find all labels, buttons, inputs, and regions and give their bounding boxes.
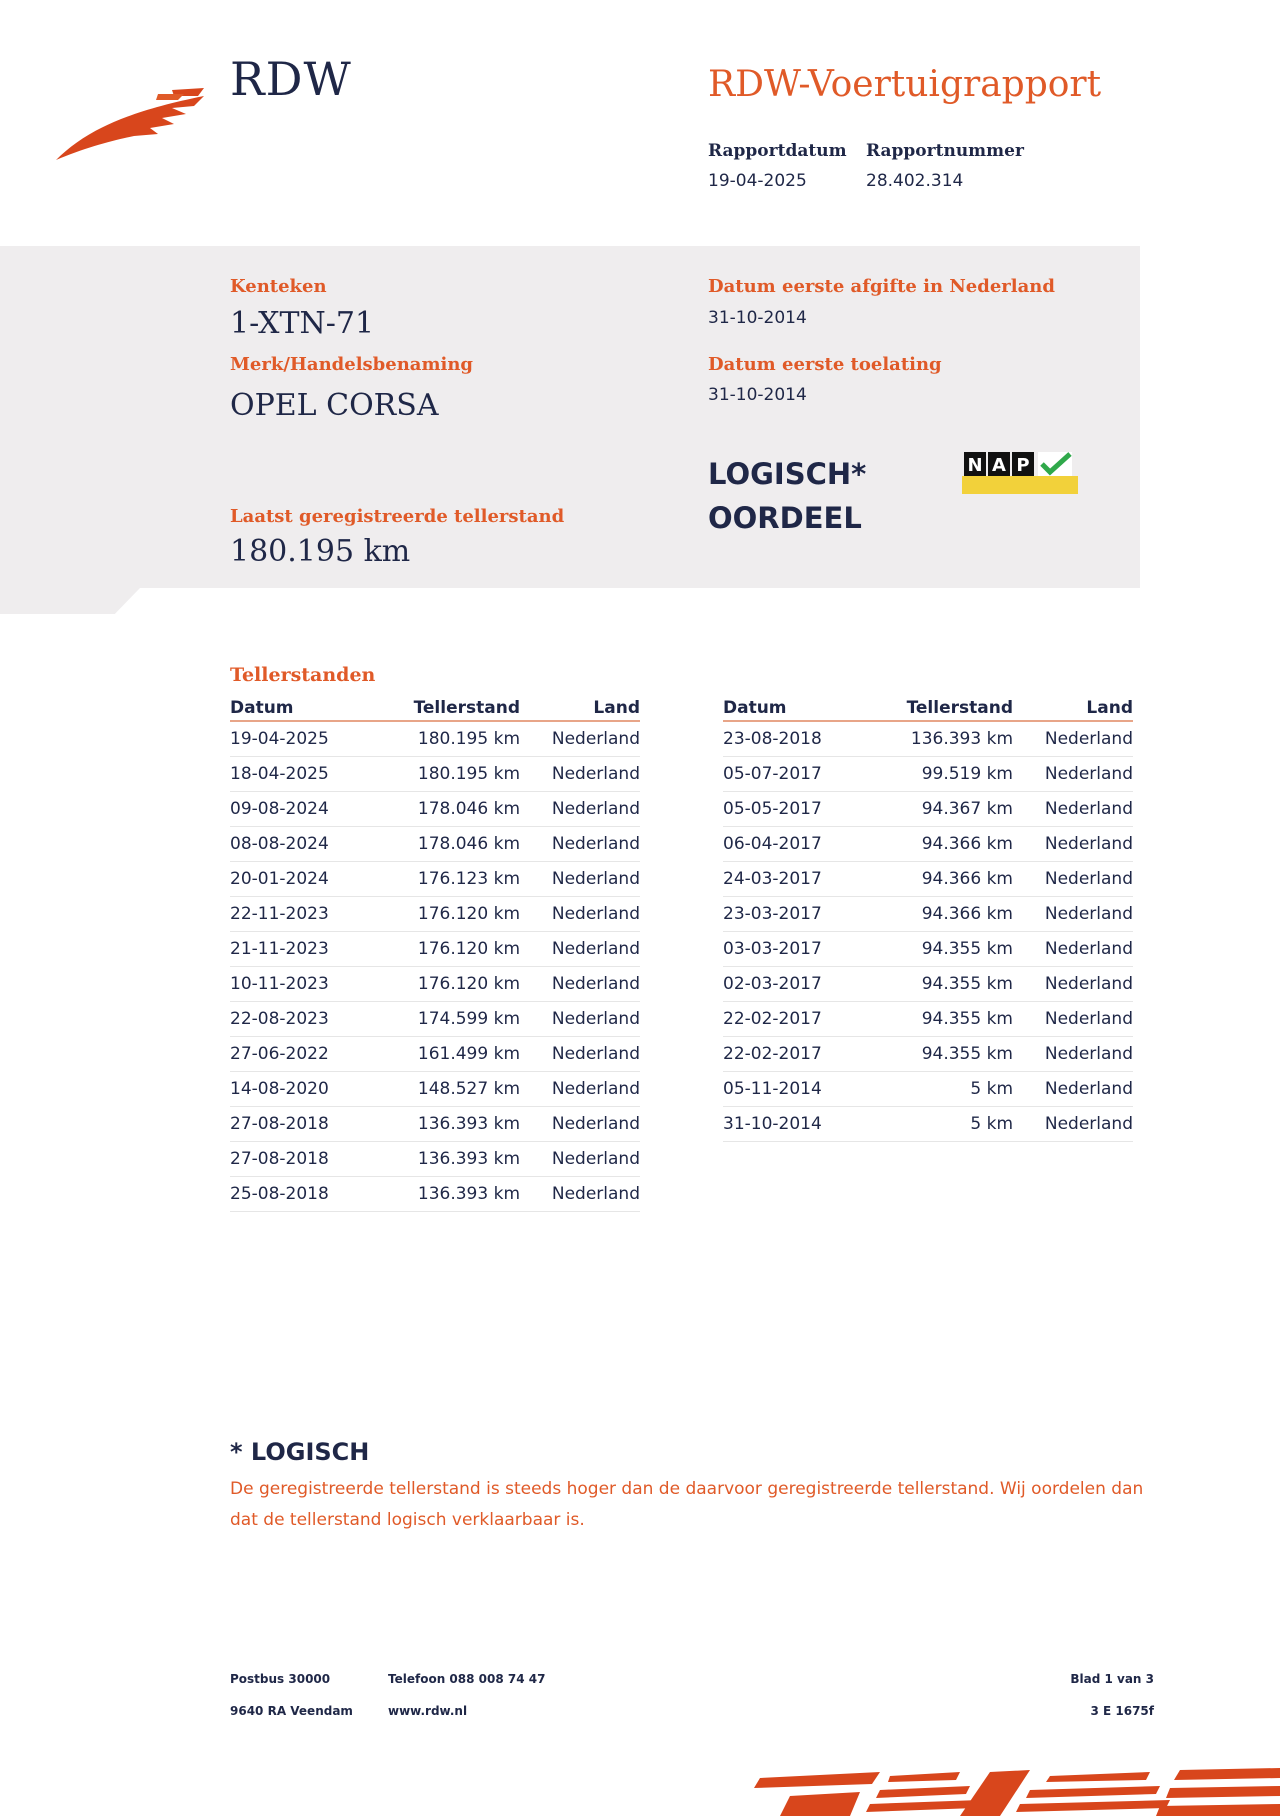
row-country: Nederland [1044,869,1133,889]
footer-address-line-1: Postbus 30000 [230,1672,331,1686]
row-odometer: 176.123 km [417,869,520,889]
table-row [230,967,640,1002]
row-odometer: 178.046 km [417,834,520,854]
table-row [723,1037,1133,1072]
row-date: 20-01-2024 [230,869,329,889]
row-odometer: 161.499 km [417,1044,520,1064]
table-row [723,932,1133,967]
row-country: Nederland [551,799,640,819]
report-number-label: Rapportnummer [866,141,1024,161]
row-odometer: 176.120 km [417,939,520,959]
row-odometer: 136.393 km [417,1114,520,1134]
row-date: 02-03-2017 [723,974,822,994]
table-row [723,1072,1133,1107]
row-date: 05-07-2017 [723,764,822,784]
verdict [708,452,866,540]
nap-letter-n: N [967,455,983,476]
row-odometer: 176.120 km [417,974,520,994]
table-row [723,792,1133,827]
make-model: OPEL CORSA [230,388,439,423]
row-odometer: 94.355 km [921,974,1013,994]
table-row [723,1002,1133,1037]
row-country: Nederland [551,1149,640,1169]
note-title: * LOGISCH [230,1438,370,1466]
report-date-label: Rapportdatum [708,141,847,161]
row-country: Nederland [551,1184,640,1204]
row-country: Nederland [551,1009,640,1029]
row-country: Nederland [551,834,640,854]
make-label: Merk/Handelsbenaming [230,354,474,375]
row-odometer: 94.355 km [921,1044,1013,1064]
nap-letter-p: P [1016,455,1030,476]
row-country: Nederland [551,1114,640,1134]
row-date: 27-08-2018 [230,1114,329,1134]
table-row [723,827,1133,862]
col-date-header: Datum [230,698,294,718]
row-country: Nederland [1044,904,1133,924]
report-number: 28.402.314 [866,171,964,191]
row-country: Nederland [1044,1044,1133,1064]
rdw-logo-icon [54,82,214,162]
row-date: 22-11-2023 [230,904,329,924]
license-plate: 1-XTN-71 [230,306,375,341]
footer-address-line-2: 9640 RA Veendam [230,1704,353,1718]
table-row [230,1072,640,1107]
row-odometer: 178.046 km [417,799,520,819]
verdict-line-2: OORDEEL [708,501,862,535]
row-country: Nederland [551,1044,640,1064]
row-odometer: 174.599 km [417,1009,520,1029]
row-date: 03-03-2017 [723,939,822,959]
panel-tab-decoration [0,588,140,614]
table-row [230,1002,640,1037]
row-country: Nederland [551,764,640,784]
table-row [230,862,640,897]
table-row [230,1037,640,1072]
row-date: 22-08-2023 [230,1009,329,1029]
row-odometer: 180.195 km [417,729,520,749]
table-body [230,722,640,1212]
row-odometer: 94.366 km [921,834,1013,854]
row-odometer: 5 km [970,1114,1013,1134]
row-date: 23-03-2017 [723,904,822,924]
row-odometer: 94.355 km [921,939,1013,959]
table-header [723,692,1133,722]
row-date: 10-11-2023 [230,974,329,994]
brand-name: RDW [230,52,352,106]
table-row [230,932,640,967]
table-row [723,897,1133,932]
row-country: Nederland [551,869,640,889]
table-body [723,722,1133,1142]
rdw-stripes-decoration [730,1768,1280,1816]
table-row [230,1107,640,1142]
table-row [230,1177,640,1212]
table-row [230,897,640,932]
row-country: Nederland [1044,834,1133,854]
row-odometer: 94.367 km [921,799,1013,819]
report-title: RDW-Voertuigrapport [708,64,1102,105]
row-odometer: 99.519 km [921,764,1013,784]
col-odometer-header: Tellerstand [906,698,1013,718]
nap-letter-a: A [992,455,1006,476]
col-country-header: Land [1086,698,1133,718]
table-row [230,792,640,827]
col-odometer-header: Tellerstand [413,698,520,718]
table-row [723,722,1133,757]
row-country: Nederland [551,729,640,749]
col-country-header: Land [593,698,640,718]
last-odometer: 180.195 km [230,534,411,569]
row-date: 27-06-2022 [230,1044,329,1064]
row-date: 27-08-2018 [230,1149,329,1169]
row-date: 08-08-2024 [230,834,329,854]
row-odometer: 176.120 km [417,904,520,924]
row-country: Nederland [1044,1079,1133,1099]
footer-website[interactable]: www.rdw.nl [388,1704,468,1718]
row-date: 19-04-2025 [230,729,329,749]
row-country: Nederland [1044,1009,1133,1029]
first-admission-label: Datum eerste toelating [708,354,942,375]
row-country: Nederland [1044,1114,1133,1134]
readings-table-left [230,692,640,1212]
table-row [230,1142,640,1177]
row-date: 05-05-2017 [723,799,822,819]
row-country: Nederland [551,974,640,994]
table-row [723,757,1133,792]
row-date: 23-08-2018 [723,729,822,749]
footer-page-number: Blad 1 van 3 [1070,1672,1154,1686]
row-odometer: 94.366 km [921,904,1013,924]
row-odometer: 5 km [970,1079,1013,1099]
row-country: Nederland [1044,939,1133,959]
row-odometer: 148.527 km [417,1079,520,1099]
first-admission-date: 31-10-2014 [708,385,807,405]
col-date-header: Datum [723,698,787,718]
report-date: 19-04-2025 [708,171,807,191]
table-row [230,757,640,792]
row-date: 14-08-2020 [230,1079,329,1099]
row-country: Nederland [1044,764,1133,784]
table-row [230,827,640,862]
row-date: 22-02-2017 [723,1009,822,1029]
nap-logo-icon [962,448,1078,494]
row-country: Nederland [1044,799,1133,819]
readings-title: Tellerstanden [230,664,376,686]
row-date: 09-08-2024 [230,799,329,819]
table-row [723,862,1133,897]
row-date: 24-03-2017 [723,869,822,889]
row-date: 25-08-2018 [230,1184,329,1204]
row-date: 22-02-2017 [723,1044,822,1064]
row-odometer: 136.393 km [910,729,1013,749]
footer-code: 3 E 1675f [1090,1704,1154,1718]
row-country: Nederland [551,1079,640,1099]
row-country: Nederland [1044,729,1133,749]
row-odometer: 180.195 km [417,764,520,784]
row-odometer: 94.355 km [921,1009,1013,1029]
row-date: 05-11-2014 [723,1079,822,1099]
table-row [723,1107,1133,1142]
verdict-line-1: LOGISCH* [708,457,867,491]
row-country: Nederland [551,939,640,959]
row-odometer: 136.393 km [417,1184,520,1204]
table-header [230,692,640,722]
row-date: 18-04-2025 [230,764,329,784]
first-issue-date: 31-10-2014 [708,308,807,328]
row-odometer: 136.393 km [417,1149,520,1169]
plate-label: Kenteken [230,276,327,297]
row-date: 21-11-2023 [230,939,329,959]
row-country: Nederland [1044,974,1133,994]
row-date: 06-04-2017 [723,834,822,854]
vehicle-info-panel [0,246,1140,588]
note-text: De geregistreerde tellerstand is steeds hoger dan de daarvoor geregistreerde tellerstand. Wij oordelen dan dat de tellerstand logisch verklaarbaar is. [230,1479,1144,1530]
odometer-label: Laatst geregistreerde tellerstand [230,506,565,527]
row-odometer: 94.366 km [921,869,1013,889]
row-date: 31-10-2014 [723,1114,822,1134]
footer-phone: Telefoon 088 008 74 47 [388,1672,546,1686]
readings-table-right [723,692,1133,1142]
table-row [230,722,640,757]
table-row [723,967,1133,1002]
first-issue-label: Datum eerste afgifte in Nederland [708,276,1055,297]
row-country: Nederland [551,904,640,924]
